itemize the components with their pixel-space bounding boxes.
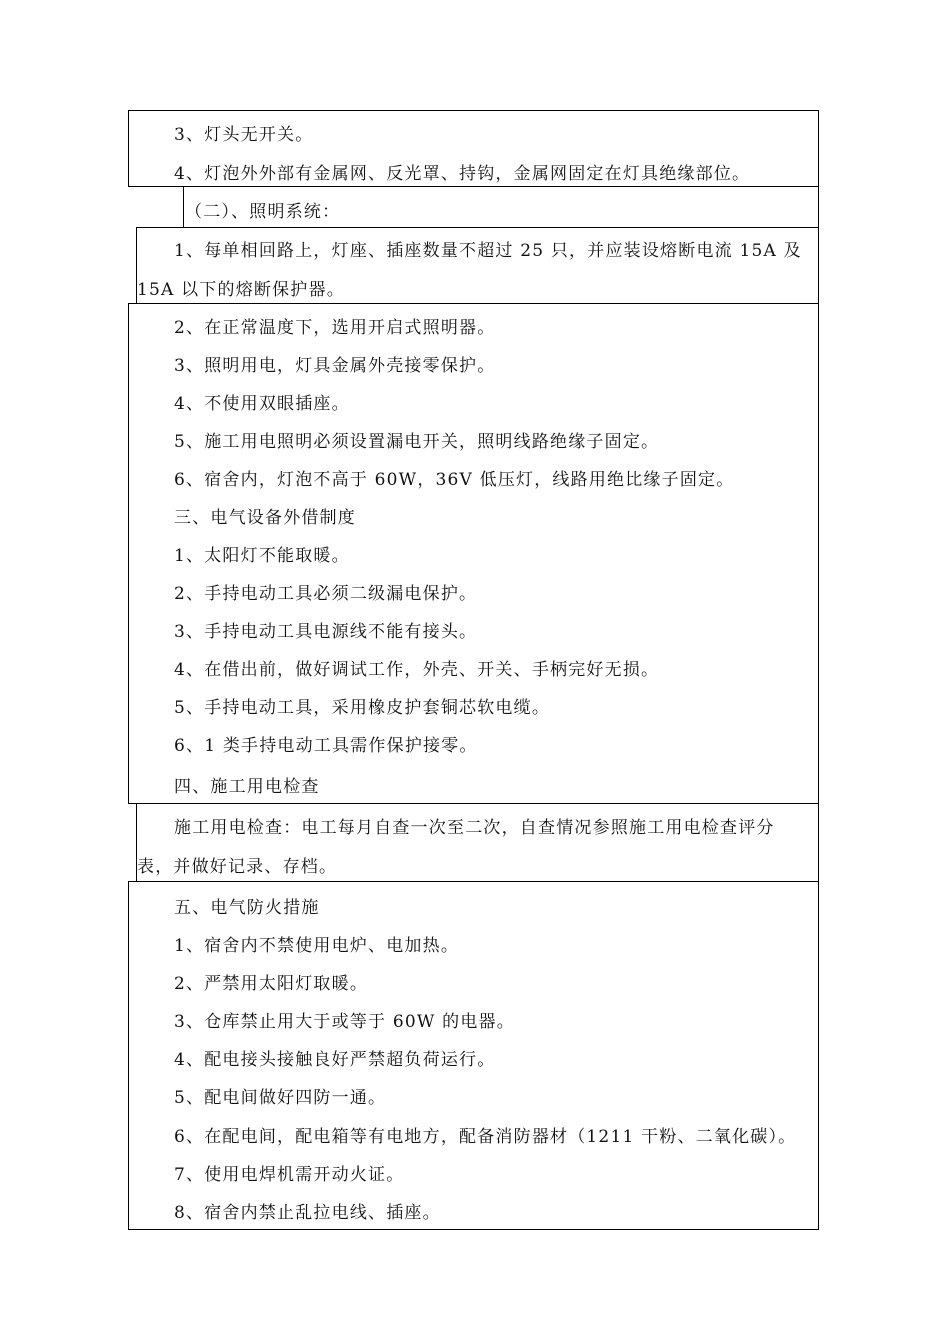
- block4-line: 4、不使用双眼插座。: [174, 394, 350, 414]
- block1-line: 4、灯泡外外部有金属网、反光罩、持钩，金属网固定在灯具绝缘部位。: [174, 164, 751, 184]
- block4-line: 3、手持电动工具电源线不能有接头。: [174, 622, 478, 642]
- block6-line: 3、仓库禁止用大于或等于 60W 的电器。: [174, 1012, 515, 1032]
- block4-line: 2、手持电动工具必须二级漏电保护。: [174, 584, 478, 604]
- block4-line: 5、手持电动工具，采用橡皮护套铜芯软电缆。: [174, 698, 551, 718]
- block3-line: 15A 以下的熔断保护器。: [137, 280, 345, 300]
- block3-line: 1、每单相回路上，灯座、插座数量不超过 25 只，并应装设熔断电流 15A 及: [174, 241, 802, 261]
- section-heading-equipment-lending: 三、电气设备外借制度: [174, 508, 356, 528]
- section-heading-lighting-system: （二）、照明系统：: [185, 202, 341, 222]
- block4-line: 6、宿舍内，灯泡不高于 60W，36V 低压灯，线路用绝比缘子固定。: [174, 470, 735, 490]
- block6-line: 2、严禁用太阳灯取暖。: [174, 974, 369, 994]
- block6-line: 7、使用电焊机需开动火证。: [174, 1165, 405, 1185]
- block6-line: 6、在配电间，配电箱等有电地方，配备消防器材（1211 干粉、二氧化碳）。: [174, 1127, 797, 1147]
- block5-line: 施工用电检查：电工每月自查一次至二次，自查情况参照施工用电检查评分: [174, 818, 775, 838]
- block4-line: 6、1 类手持电动工具需作保护接零。: [174, 736, 478, 756]
- block6-line: 5、配电间做好四防一通。: [174, 1088, 387, 1108]
- block4-line: 5、施工用电照明必须设置漏电开关，照明线路绝缘子固定。: [174, 432, 660, 452]
- block4-line: 2、在正常温度下，选用开启式照明器。: [174, 318, 496, 338]
- block4-line: 1、太阳灯不能取暖。: [174, 546, 350, 566]
- block6-line: 4、配电接头接触良好严禁超负荷运行。: [174, 1050, 496, 1070]
- section-heading-fire-prevention: 五、电气防火措施: [174, 898, 320, 918]
- block4-line: 4、在借出前，做好调试工作，外壳、开关、手柄完好无损。: [174, 660, 660, 680]
- section-heading-electric-inspection: 四、施工用电检查: [174, 777, 320, 797]
- block1-line: 3、灯头无开关。: [174, 125, 314, 145]
- block4-line: 3、照明用电，灯具金属外壳接零保护。: [174, 356, 496, 376]
- block6-line: 1、宿舍内不禁使用电炉、电加热。: [174, 936, 460, 956]
- block6-line: 8、宿舍内禁止乱拉电线、插座。: [174, 1203, 441, 1223]
- block5-line: 表，并做好记录、存档。: [137, 857, 338, 877]
